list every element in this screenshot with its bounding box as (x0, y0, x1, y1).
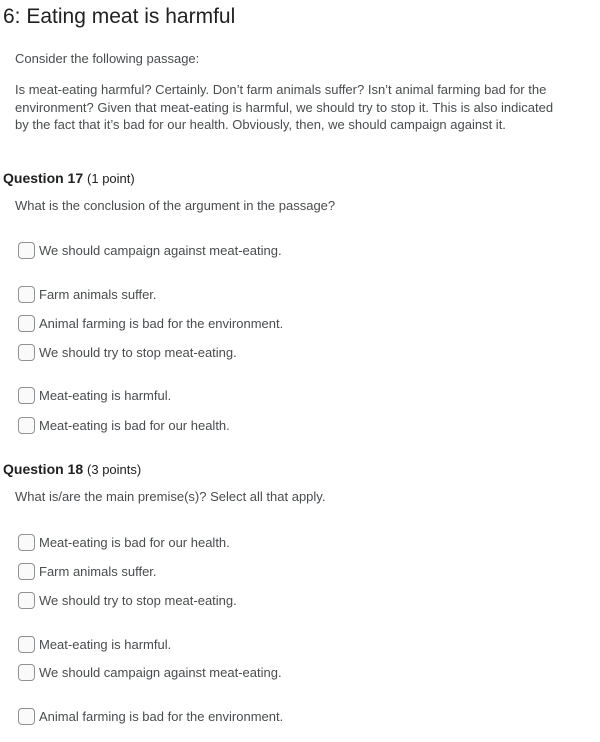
checkbox[interactable] (18, 417, 35, 434)
option-label: We should campaign against meat-eating. (39, 664, 282, 680)
q17-option-4[interactable] (18, 342, 237, 362)
option-label: Animal farming is bad for the environment. (39, 708, 284, 724)
q17-option-5[interactable] (18, 385, 171, 405)
option-label: Animal farming is bad for the environment. (39, 315, 284, 331)
question-points: (1 point) (87, 171, 135, 186)
checkbox[interactable] (18, 387, 35, 404)
q18-option-3[interactable] (18, 590, 237, 610)
q17-option-6[interactable] (18, 415, 230, 435)
question-18-prompt: What is/are the main premise(s)? Select all that apply. (15, 489, 326, 504)
question-18-heading (3, 460, 141, 479)
q18-option-6[interactable] (18, 706, 283, 726)
q18-option-5[interactable] (18, 662, 282, 682)
q17-option-3[interactable] (18, 313, 283, 333)
option-label: Meat-eating is harmful. (39, 387, 172, 403)
option-label: Meat-eating is bad for our health. (39, 534, 230, 550)
checkbox[interactable] (18, 592, 35, 609)
passage-intro: Consider the following passage: (15, 51, 200, 66)
question-17-heading (3, 169, 135, 188)
checkbox[interactable] (18, 664, 35, 681)
q17-option-2[interactable] (18, 284, 157, 304)
checkbox[interactable] (18, 708, 35, 725)
checkbox[interactable] (18, 286, 35, 303)
checkbox[interactable] (18, 636, 35, 653)
q18-option-4[interactable] (18, 634, 171, 654)
option-label: Meat-eating is harmful. (39, 636, 172, 652)
option-label: We should try to stop meat-eating. (39, 592, 237, 608)
question-number: Question 18 (3, 461, 84, 477)
q18-option-2[interactable] (18, 561, 157, 581)
question-points: (3 points) (87, 462, 142, 477)
option-label: Farm animals suffer. (39, 286, 157, 302)
checkbox[interactable] (18, 315, 35, 332)
option-label: Meat-eating is bad for our health. (39, 417, 230, 433)
page-title: 6: Eating meat is harmful (3, 5, 236, 28)
checkbox[interactable] (18, 563, 35, 580)
checkbox[interactable] (18, 242, 35, 259)
option-label: We should campaign against meat-eating. (39, 242, 282, 258)
checkbox[interactable] (18, 534, 35, 551)
option-label: Farm animals suffer. (39, 563, 157, 579)
checkbox[interactable] (18, 344, 35, 361)
option-label: We should try to stop meat-eating. (39, 344, 237, 360)
q18-option-1[interactable] (18, 532, 230, 552)
q17-option-1[interactable] (18, 240, 282, 260)
question-number: Question 17 (3, 170, 84, 186)
passage-text: Is meat-eating harmful? Certainly. Don’t farm animals suffer? Isn’t animal farming bad for the environment? Given that meat-eating is harmful, we should try to stop it. This is also indicated by the fact that it’s bad for our health. Obviously, then, we should campaign against it. (15, 82, 554, 132)
question-17-prompt: What is the conclusion of the argument in the passage? (15, 198, 336, 213)
